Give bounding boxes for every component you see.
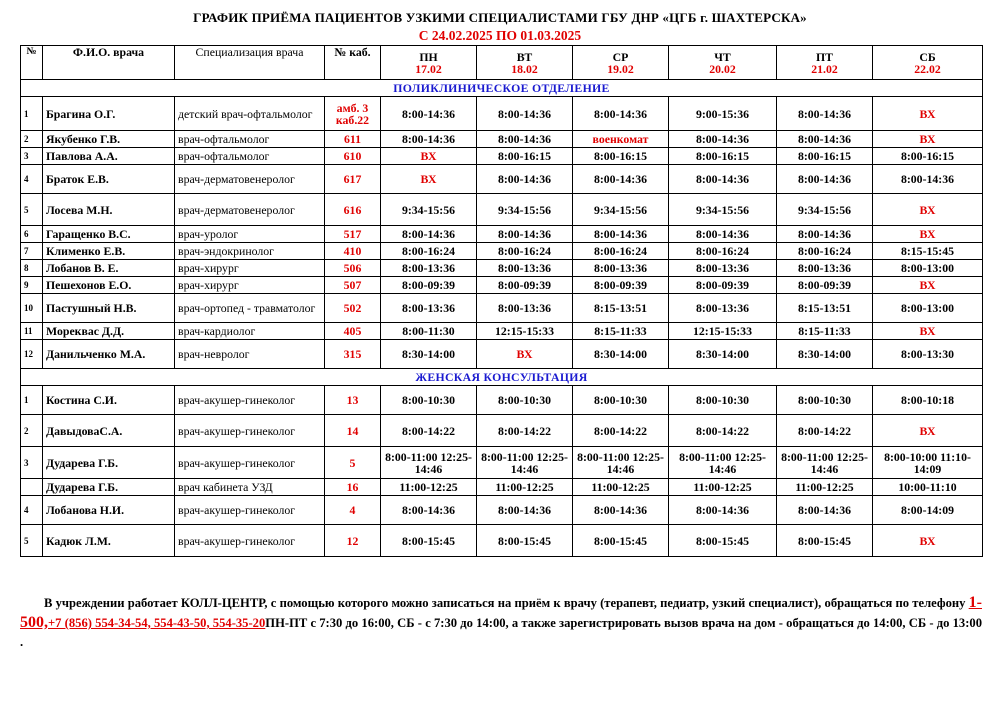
row-number	[21, 479, 43, 496]
schedule-cell: 8:00-10:18	[873, 386, 983, 415]
schedule-cell: 9:34-15:56	[777, 194, 873, 226]
doctor-name: Лобанова Н.И.	[43, 496, 175, 525]
header-num: №	[21, 46, 43, 80]
doctor-name: Лобанов В. Е.	[43, 260, 175, 277]
schedule-cell: 8:00-14:22	[477, 415, 573, 447]
doctor-name: Пастушный Н.В.	[43, 294, 175, 323]
specialization: врач-дерматовенеролог	[175, 165, 325, 194]
schedule-cell: 8:00-16:24	[381, 243, 477, 260]
schedule-cell: 8:00-10:30	[669, 386, 777, 415]
section-title: ЖЕНСКАЯ КОНСУЛЬТАЦИЯ	[21, 369, 983, 386]
schedule-cell: 8:00-15:45	[669, 525, 777, 557]
room-number: 13	[325, 386, 381, 415]
row-number: 1	[21, 386, 43, 415]
day-date: 21.02	[811, 61, 838, 76]
schedule-cell: 8:00-14:22	[381, 415, 477, 447]
schedule-cell: 8:00-10:30	[573, 386, 669, 415]
section-row	[21, 369, 983, 386]
schedule-cell: 8:00-14:36	[381, 97, 477, 131]
schedule-cell: ВХ	[381, 148, 477, 165]
doctor-name: Павлова А.А.	[43, 148, 175, 165]
page-title: ГРАФИК ПРИЁМА ПАЦИЕНТОВ УЗКИМИ СПЕЦИАЛИСТАМИ ГБУ ДНР «ЦГБ г. ШАХТЕРСКА»	[193, 10, 807, 25]
schedule-cell: 8:00-11:00 12:25-14:46	[573, 447, 669, 479]
schedule-cell: 9:34-15:56	[573, 194, 669, 226]
room-number: 610	[325, 148, 381, 165]
schedule-cell: 8:00-13:36	[477, 294, 573, 323]
schedule-cell: 8:00-16:15	[669, 148, 777, 165]
schedule-cell: 8:00-10:30	[477, 386, 573, 415]
schedule-cell: 8:00-13:36	[669, 260, 777, 277]
specialization: врач-кардиолог	[175, 323, 325, 340]
header-day	[873, 46, 983, 80]
schedule-cell: 8:00-09:39	[777, 277, 873, 294]
phone-short[interactable]: 1-500,	[20, 594, 982, 631]
table-row	[21, 447, 983, 479]
schedule-cell: 8:15-11:33	[777, 323, 873, 340]
schedule-cell: 8:00-14:36	[573, 97, 669, 131]
header-row	[21, 46, 983, 80]
row-number: 4	[21, 496, 43, 525]
schedule-cell: 8:00-14:36	[477, 496, 573, 525]
schedule-cell: 8:00-14:22	[777, 415, 873, 447]
schedule-cell: 8:00-13:36	[381, 260, 477, 277]
row-number: 9	[21, 277, 43, 294]
schedule-cell: ВХ	[873, 226, 983, 243]
schedule-cell: 8:00-14:22	[573, 415, 669, 447]
row-number: 5	[21, 525, 43, 557]
table-row	[21, 148, 983, 165]
schedule-cell: 8:00-11:00 12:25-14:46	[777, 447, 873, 479]
table-row	[21, 415, 983, 447]
schedule-cell: 8:00-15:45	[477, 525, 573, 557]
specialization: врач-хирург	[175, 277, 325, 294]
footer-text-1: В учреждении работает КОЛЛ-ЦЕНТР, с помощью которого можно записаться на приём к врачу (терапевт, педиатр, узкий специалист), обращаться по телефону	[44, 596, 969, 610]
table-row	[21, 165, 983, 194]
doctor-name: Костина С.И.	[43, 386, 175, 415]
row-number: 11	[21, 323, 43, 340]
room-number: 16	[325, 479, 381, 496]
section-row	[21, 80, 983, 97]
header-doctor: Ф.И.О. врача	[43, 46, 175, 80]
row-number: 7	[21, 243, 43, 260]
schedule-cell: 8:00-14:36	[477, 131, 573, 148]
specialization: врач-акушер-гинеколог	[175, 525, 325, 557]
schedule-cell: 8:00-14:36	[669, 131, 777, 148]
schedule-cell: 8:00-16:15	[873, 148, 983, 165]
schedule-cell: 8:00-14:36	[777, 496, 873, 525]
schedule-cell: 8:00-11:00 12:25-14:46	[381, 447, 477, 479]
doctor-name: Клименко Е.В.	[43, 243, 175, 260]
specialization: врач-хирург	[175, 260, 325, 277]
schedule-cell: 8:00-14:36	[381, 226, 477, 243]
schedule-cell: 8:00-10:00 11:10-14:09	[873, 447, 983, 479]
schedule-cell: 8:15-11:33	[573, 323, 669, 340]
day-label: ПТ	[815, 49, 834, 64]
schedule-cell: 8:00-10:30	[777, 386, 873, 415]
schedule-cell: 8:00-14:36	[669, 165, 777, 194]
schedule-cell: ВХ	[873, 415, 983, 447]
schedule-cell: 8:00-16:15	[477, 148, 573, 165]
schedule-cell: 8:00-13:00	[873, 260, 983, 277]
schedule-cell: 8:00-13:36	[381, 294, 477, 323]
header-day	[669, 46, 777, 80]
doctor-name: Кадюк Л.М.	[43, 525, 175, 557]
doctor-name: ДавыдоваС.А.	[43, 415, 175, 447]
schedule-cell: ВХ	[873, 323, 983, 340]
schedule-cell: 8:30-14:00	[777, 340, 873, 369]
call-center-note	[20, 593, 982, 652]
section-title: ПОЛИКЛИНИЧЕСКОЕ ОТДЕЛЕНИЕ	[21, 80, 983, 97]
room-number: 616	[325, 194, 381, 226]
room-number: 517	[325, 226, 381, 243]
schedule-cell: 8:00-14:36	[777, 165, 873, 194]
schedule-cell: 11:00-12:25	[381, 479, 477, 496]
table-row	[21, 479, 983, 496]
schedule-cell: 9:34-15:56	[477, 194, 573, 226]
specialization: врач-офтальмолог	[175, 131, 325, 148]
specialization: врач-невролог	[175, 340, 325, 369]
schedule-cell: 8:15-15:45	[873, 243, 983, 260]
phone-numbers[interactable]: +7 (856) 554-34-54, 554-43-50, 554-35-20	[48, 616, 266, 630]
schedule-cell: 8:00-16:15	[573, 148, 669, 165]
schedule-cell: 9:00-15:36	[669, 97, 777, 131]
specialization: врач-акушер-гинеколог	[175, 447, 325, 479]
schedule-cell: 8:30-14:00	[573, 340, 669, 369]
table-row	[21, 525, 983, 557]
row-number: 1	[21, 97, 43, 131]
table-row	[21, 260, 983, 277]
schedule-table	[20, 45, 983, 557]
table-row	[21, 226, 983, 243]
room-number: 5	[325, 447, 381, 479]
doctor-name: Дударева Г.Б.	[43, 479, 175, 496]
schedule-cell: 8:00-14:36	[573, 496, 669, 525]
room-number: 405	[325, 323, 381, 340]
schedule-cell: 8:00-11:00 12:25-14:46	[477, 447, 573, 479]
schedule-cell: 8:00-13:36	[669, 294, 777, 323]
schedule-cell: военкомат	[573, 131, 669, 148]
doctor-name: Мореквас Д.Д.	[43, 323, 175, 340]
schedule-cell: 8:00-09:39	[381, 277, 477, 294]
schedule-cell: ВХ	[873, 97, 983, 131]
schedule-cell: 8:00-16:24	[777, 243, 873, 260]
schedule-cell: 8:00-14:09	[873, 496, 983, 525]
table-row	[21, 386, 983, 415]
day-label: СР	[612, 49, 629, 64]
schedule-cell: 9:34-15:56	[381, 194, 477, 226]
specialization: врач-уролог	[175, 226, 325, 243]
table-row	[21, 323, 983, 340]
row-number: 10	[21, 294, 43, 323]
schedule-cell: 8:00-15:45	[777, 525, 873, 557]
specialization: врач-ортопед - травматолог	[175, 294, 325, 323]
room-number: 14	[325, 415, 381, 447]
row-number: 5	[21, 194, 43, 226]
doctor-name: Лосева М.Н.	[43, 194, 175, 226]
schedule-cell: 8:00-16:15	[777, 148, 873, 165]
schedule-cell: 8:00-13:36	[573, 260, 669, 277]
doctor-name: Пешехонов Е.О.	[43, 277, 175, 294]
day-date: 18.02	[511, 61, 538, 76]
schedule-cell: 8:15-13:51	[573, 294, 669, 323]
row-number: 3	[21, 148, 43, 165]
doctor-name: Брагина О.Г.	[43, 97, 175, 131]
table-row	[21, 243, 983, 260]
schedule-cell: 8:00-14:22	[669, 415, 777, 447]
day-date: 20.02	[709, 61, 736, 76]
schedule-cell: 8:00-14:36	[477, 97, 573, 131]
schedule-cell: ВХ	[873, 277, 983, 294]
doctor-name: Якубенко Г.В.	[43, 131, 175, 148]
schedule-cell: 8:00-14:36	[573, 226, 669, 243]
schedule-cell: 8:15-13:51	[777, 294, 873, 323]
day-label: ВТ	[516, 49, 533, 64]
schedule-cell: ВХ	[477, 340, 573, 369]
doctor-name: Браток Е.В.	[43, 165, 175, 194]
day-date: 17.02	[415, 61, 442, 76]
schedule-cell: 8:00-14:36	[669, 496, 777, 525]
day-date: 19.02	[607, 61, 634, 76]
schedule-cell: 8:00-13:00	[873, 294, 983, 323]
schedule-cell: ВХ	[873, 194, 983, 226]
schedule-cell: 8:00-14:36	[381, 496, 477, 525]
schedule-cell: 8:30-14:00	[669, 340, 777, 369]
schedule-cell: 12:15-15:33	[477, 323, 573, 340]
specialization: врач-эндокринолог	[175, 243, 325, 260]
schedule-cell: 8:00-11:00 12:25-14:46	[669, 447, 777, 479]
schedule-cell: 8:00-11:30	[381, 323, 477, 340]
row-number: 2	[21, 131, 43, 148]
table-row	[21, 496, 983, 525]
table-row	[21, 277, 983, 294]
schedule-cell: 8:00-14:36	[777, 226, 873, 243]
row-number: 4	[21, 165, 43, 194]
room-number: 315	[325, 340, 381, 369]
row-number: 12	[21, 340, 43, 369]
table-row	[21, 294, 983, 323]
specialization: врач-акушер-гинеколог	[175, 415, 325, 447]
schedule-cell: 8:00-13:36	[477, 260, 573, 277]
header-day	[381, 46, 477, 80]
schedule-cell: 8:00-15:45	[573, 525, 669, 557]
header-day	[573, 46, 669, 80]
table-row	[21, 97, 983, 131]
room-number: 410	[325, 243, 381, 260]
header-room: № каб.	[325, 46, 381, 80]
room-number: 611	[325, 131, 381, 148]
schedule-cell: 12:15-15:33	[669, 323, 777, 340]
schedule-cell: 8:00-09:39	[477, 277, 573, 294]
room-number: 502	[325, 294, 381, 323]
specialization: врач-офтальмолог	[175, 148, 325, 165]
specialization: детский врач-офтальмолог	[175, 97, 325, 131]
schedule-cell: 8:00-16:24	[573, 243, 669, 260]
schedule-cell: 8:00-16:24	[669, 243, 777, 260]
day-label: ЧТ	[714, 49, 731, 64]
schedule-cell: 8:00-14:36	[477, 165, 573, 194]
schedule-cell: 8:00-14:36	[777, 131, 873, 148]
doctor-name: Гаращенко В.С.	[43, 226, 175, 243]
date-range: С 24.02.2025 ПО 01.03.2025	[418, 28, 582, 43]
room-number: 12	[325, 525, 381, 557]
schedule-cell: 8:00-09:39	[573, 277, 669, 294]
schedule-cell: 11:00-12:25	[573, 479, 669, 496]
schedule-cell: 8:30-14:00	[381, 340, 477, 369]
room-number: 4	[325, 496, 381, 525]
specialization: врач-дерматовенеролог	[175, 194, 325, 226]
specialization: врач-акушер-гинеколог	[175, 496, 325, 525]
header-day	[777, 46, 873, 80]
room-number: 507	[325, 277, 381, 294]
schedule-cell: 8:00-14:36	[573, 165, 669, 194]
table-row	[21, 194, 983, 226]
row-number: 6	[21, 226, 43, 243]
schedule-cell: 8:00-14:36	[477, 226, 573, 243]
schedule-cell: 8:00-14:36	[777, 97, 873, 131]
schedule-cell: 8:00-15:45	[381, 525, 477, 557]
footer-text-2: ПН-ПТ с 7:30 до 16:00, СБ - с 7:30 до 14:00, а также зарегистрировать вызов врача на дом - обращаться до 14:00, СБ - до 13:00 .	[20, 616, 983, 649]
schedule-cell: 8:00-10:30	[381, 386, 477, 415]
day-date: 22.02	[914, 61, 941, 76]
schedule-cell: 11:00-12:25	[669, 479, 777, 496]
row-number: 2	[21, 415, 43, 447]
day-label: СБ	[919, 49, 936, 64]
row-number: 3	[21, 447, 43, 479]
schedule-cell: 8:00-14:36	[381, 131, 477, 148]
doctor-name: Дударева Г.Б.	[43, 447, 175, 479]
schedule-cell: 8:00-13:30	[873, 340, 983, 369]
schedule-cell: 8:00-16:24	[477, 243, 573, 260]
schedule-cell: ВХ	[381, 165, 477, 194]
schedule-cell: 11:00-12:25	[477, 479, 573, 496]
room-number: 506	[325, 260, 381, 277]
schedule-cell: 10:00-11:10	[873, 479, 983, 496]
table-row	[21, 340, 983, 369]
specialization: врач кабинета УЗД	[175, 479, 325, 496]
row-number: 8	[21, 260, 43, 277]
header-day	[477, 46, 573, 80]
doctor-name: Данильченко М.А.	[43, 340, 175, 369]
schedule-cell: 11:00-12:25	[777, 479, 873, 496]
room-number: 617	[325, 165, 381, 194]
schedule-cell: 8:00-14:36	[669, 226, 777, 243]
room-number: амб. 3 каб.22	[325, 97, 381, 131]
specialization: врач-акушер-гинеколог	[175, 386, 325, 415]
table-row	[21, 131, 983, 148]
schedule-cell: ВХ	[873, 131, 983, 148]
schedule-cell: 8:00-13:36	[777, 260, 873, 277]
schedule-cell: 8:00-09:39	[669, 277, 777, 294]
schedule-cell: 9:34-15:56	[669, 194, 777, 226]
header-spec: Специализация врача	[175, 46, 325, 80]
schedule-cell: 8:00-14:36	[873, 165, 983, 194]
schedule-cell: ВХ	[873, 525, 983, 557]
day-label: ПН	[419, 49, 438, 64]
